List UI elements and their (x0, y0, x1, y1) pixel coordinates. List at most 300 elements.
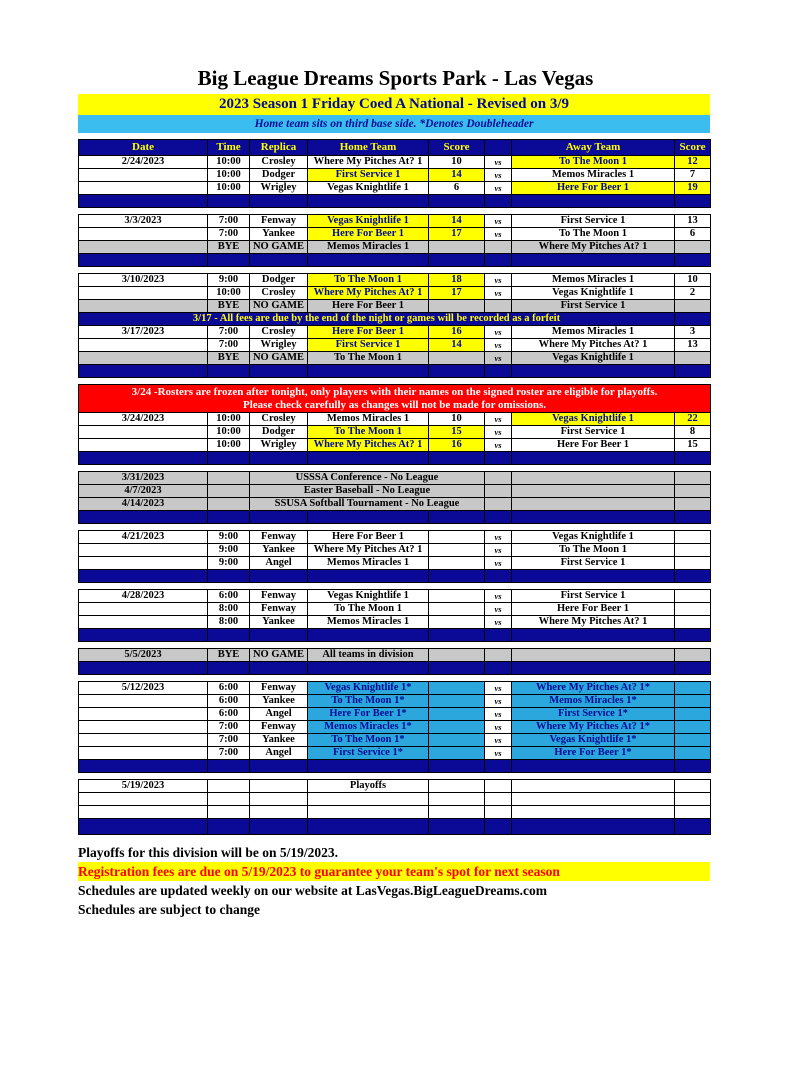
empty-cell (208, 793, 250, 806)
home-team-cell: Here For Beer 1 (308, 326, 429, 339)
separator-cell (512, 819, 675, 835)
separator-cell (308, 254, 429, 267)
replica-cell: Wrigley (250, 182, 308, 195)
away-score-cell: 13 (675, 215, 711, 228)
game-row (79, 682, 711, 695)
vs-cell (485, 472, 512, 485)
vs-cell (485, 300, 512, 313)
info-row (79, 498, 711, 511)
time-cell: 10:00 (208, 287, 250, 300)
date-cell: 3/24/2023 (79, 413, 208, 426)
game-row (79, 326, 711, 339)
time-cell (208, 780, 250, 793)
home-team-cell: Here For Beer 1 (308, 228, 429, 241)
vs-cell: vs (485, 603, 512, 616)
home-team-cell: Vegas Knightlife 1 (308, 182, 429, 195)
time-cell: 7:00 (208, 339, 250, 352)
home-score-cell (429, 590, 485, 603)
info-row (79, 485, 711, 498)
home-team-cell: Vegas Knightlife 1 (308, 215, 429, 228)
away-team-cell: First Service 1 (512, 590, 675, 603)
footer-change-note: Schedules are subject to change (78, 902, 260, 917)
away-team-cell: To The Moon 1 (512, 228, 675, 241)
home-score-cell (429, 616, 485, 629)
table-gap-row (79, 267, 711, 274)
separator-cell (512, 254, 675, 267)
away-team-cell: First Service 1 (512, 426, 675, 439)
time-cell: 6:00 (208, 682, 250, 695)
separator-cell (208, 195, 250, 208)
separator-row (79, 760, 711, 773)
separator-cell (429, 570, 485, 583)
away-team-cell: To The Moon 1 (512, 544, 675, 557)
game-row (79, 287, 711, 300)
vs-cell: vs (485, 695, 512, 708)
separator-cell (429, 254, 485, 267)
away-team-cell: Vegas Knightlife 1 (512, 352, 675, 365)
time-cell: 7:00 (208, 228, 250, 241)
home-team-cell: Memos Miracles 1 (308, 616, 429, 629)
separator-cell (675, 570, 711, 583)
separator-cell (250, 254, 308, 267)
replica-cell: Fenway (250, 721, 308, 734)
away-score-cell: 12 (675, 156, 711, 169)
time-cell: 7:00 (208, 721, 250, 734)
time-cell: 6:00 (208, 695, 250, 708)
separator-cell (429, 662, 485, 675)
replica-cell: Angel (250, 708, 308, 721)
home-team-cell: Memos Miracles 1* (308, 721, 429, 734)
home-team-cell: To The Moon 1 (308, 352, 429, 365)
separator-row (79, 195, 711, 208)
home-score-cell: 15 (429, 426, 485, 439)
away-team-cell: To The Moon 1 (512, 156, 675, 169)
separator-cell (308, 452, 429, 465)
game-row (79, 721, 711, 734)
away-score-cell: 15 (675, 439, 711, 452)
game-row (79, 156, 711, 169)
home-score-cell (429, 531, 485, 544)
home-score-cell: 10 (429, 156, 485, 169)
replica-cell: Yankee (250, 734, 308, 747)
away-score-cell: 7 (675, 169, 711, 182)
empty-cell (485, 793, 512, 806)
date-cell: 5/19/2023 (79, 780, 208, 793)
table-gap-row (79, 208, 711, 215)
vs-cell: vs (485, 156, 512, 169)
separator-cell (675, 760, 711, 773)
separator-cell (250, 511, 308, 524)
separator-cell (250, 570, 308, 583)
col-header-home-team: Home Team (308, 140, 429, 156)
home-score-cell (429, 352, 485, 365)
vs-cell: vs (485, 182, 512, 195)
away-team-cell: Where My Pitches At? 1 (512, 241, 675, 254)
separator-cell (675, 511, 711, 524)
away-score-cell (675, 241, 711, 254)
vs-cell: vs (485, 708, 512, 721)
date-cell: 4/14/2023 (79, 498, 208, 511)
separator-cell (250, 629, 308, 642)
separator-cell (429, 629, 485, 642)
replica-cell: Fenway (250, 603, 308, 616)
empty-row (79, 793, 711, 806)
separator-cell (512, 570, 675, 583)
vs-cell: vs (485, 439, 512, 452)
separator-cell (512, 195, 675, 208)
game-row (79, 439, 711, 452)
home-score-cell: 17 (429, 228, 485, 241)
away-team-cell: Memos Miracles 1* (512, 695, 675, 708)
table-gap-cell (79, 267, 711, 274)
replica-cell: NO GAME (250, 241, 308, 254)
away-team-cell: Memos Miracles 1 (512, 274, 675, 287)
home-team-cell: To The Moon 1 (308, 274, 429, 287)
separator-cell (675, 195, 711, 208)
game-row (79, 426, 711, 439)
home-team-cell: Vegas Knightlife 1* (308, 682, 429, 695)
away-score-cell (675, 485, 711, 498)
date-cell (79, 708, 208, 721)
replica-cell: Dodger (250, 274, 308, 287)
away-team-cell: Where My Pitches At? 1 (512, 339, 675, 352)
col-header-date: Date (79, 140, 208, 156)
vs-cell: vs (485, 557, 512, 570)
separator-cell (208, 629, 250, 642)
replica-cell: Fenway (250, 682, 308, 695)
separator-cell (208, 760, 250, 773)
separator-cell (79, 511, 208, 524)
away-team-cell: Here For Beer 1 (512, 182, 675, 195)
separator-cell (308, 570, 429, 583)
replica-cell: Crosley (250, 156, 308, 169)
date-cell (79, 603, 208, 616)
replica-cell: Angel (250, 557, 308, 570)
schedule-table (78, 139, 711, 835)
separator-cell (675, 452, 711, 465)
time-cell: 10:00 (208, 413, 250, 426)
home-score-cell: 10 (429, 413, 485, 426)
home-score-cell (429, 780, 485, 793)
separator-cell (512, 452, 675, 465)
time-cell: 9:00 (208, 274, 250, 287)
info-text-cell: SSUSA Softball Tournament - No League (250, 498, 485, 511)
empty-cell (485, 806, 512, 819)
time-cell: 10:00 (208, 426, 250, 439)
away-team-cell: First Service 1 (512, 215, 675, 228)
table-gap-cell (79, 208, 711, 215)
away-score-cell: 10 (675, 274, 711, 287)
date-cell: 5/12/2023 (79, 682, 208, 695)
away-team-cell (512, 485, 675, 498)
home-score-cell: 16 (429, 326, 485, 339)
away-team-cell: Memos Miracles 1 (512, 169, 675, 182)
separator-cell (208, 511, 250, 524)
separator-cell (208, 365, 250, 378)
date-cell: 4/21/2023 (79, 531, 208, 544)
home-score-cell (429, 734, 485, 747)
home-score-cell: 16 (429, 439, 485, 452)
date-cell (79, 734, 208, 747)
empty-cell (308, 793, 429, 806)
date-cell: 3/31/2023 (79, 472, 208, 485)
time-cell: 10:00 (208, 169, 250, 182)
away-score-cell (675, 603, 711, 616)
separator-cell (429, 511, 485, 524)
away-score-cell (675, 695, 711, 708)
vs-cell: vs (485, 413, 512, 426)
date-cell (79, 228, 208, 241)
header-row (79, 140, 711, 156)
separator-cell (79, 760, 208, 773)
date-cell (79, 616, 208, 629)
home-team-cell: Here For Beer 1 (308, 300, 429, 313)
separator-cell (79, 452, 208, 465)
separator-row (79, 254, 711, 267)
vs-cell: vs (485, 215, 512, 228)
schedule-page (0, 66, 791, 1090)
replica-cell: Crosley (250, 413, 308, 426)
vs-cell (485, 241, 512, 254)
vs-cell: vs (485, 734, 512, 747)
time-cell: BYE (208, 300, 250, 313)
table-gap-cell (79, 378, 711, 385)
home-score-cell (429, 603, 485, 616)
away-score-cell: 8 (675, 426, 711, 439)
separator-cell (208, 570, 250, 583)
away-team-cell: Vegas Knightlife 1 (512, 531, 675, 544)
bye-row (79, 352, 711, 365)
date-cell: 3/17/2023 (79, 326, 208, 339)
red-notice-line: Please check carefully as changes will not be made for omissions. (243, 398, 546, 411)
separator-cell (208, 254, 250, 267)
vs-cell: vs (485, 228, 512, 241)
separator-cell (512, 629, 675, 642)
separator-cell (208, 662, 250, 675)
away-score-cell (675, 780, 711, 793)
away-score-cell (675, 300, 711, 313)
replica-cell: Wrigley (250, 339, 308, 352)
time-cell (208, 485, 250, 498)
empty-cell (208, 806, 250, 819)
date-cell (79, 182, 208, 195)
date-cell: 2/24/2023 (79, 156, 208, 169)
table-gap-cell (79, 465, 711, 472)
separator-cell (485, 819, 512, 835)
notice-row (79, 313, 711, 326)
home-team-cell: Where My Pitches At? 1 (308, 439, 429, 452)
away-team-cell: Here For Beer 1* (512, 747, 675, 760)
away-score-cell (675, 472, 711, 485)
away-team-cell: Here For Beer 1 (512, 439, 675, 452)
separator-cell (79, 629, 208, 642)
date-cell: 5/5/2023 (79, 649, 208, 662)
footer (78, 843, 710, 919)
empty-cell (429, 806, 485, 819)
separator-cell (429, 452, 485, 465)
date-cell: 4/28/2023 (79, 590, 208, 603)
separator-cell (208, 819, 250, 835)
info-row (79, 472, 711, 485)
game-row (79, 413, 711, 426)
empty-cell (79, 793, 208, 806)
home-score-cell (429, 300, 485, 313)
away-score-cell (675, 708, 711, 721)
home-team-cell: Memos Miracles 1 (308, 557, 429, 570)
date-cell (79, 747, 208, 760)
replica-cell: Yankee (250, 544, 308, 557)
vs-cell: vs (485, 544, 512, 557)
away-team-cell: Memos Miracles 1 (512, 326, 675, 339)
separator-cell (308, 629, 429, 642)
away-team-cell (512, 472, 675, 485)
date-cell: 4/7/2023 (79, 485, 208, 498)
away-score-cell (675, 557, 711, 570)
separator-cell (79, 195, 208, 208)
home-score-cell (429, 241, 485, 254)
replica-cell: Fenway (250, 590, 308, 603)
home-team-cell: To The Moon 1* (308, 695, 429, 708)
time-cell: BYE (208, 649, 250, 662)
game-row (79, 544, 711, 557)
home-team-cell: All teams in division (308, 649, 429, 662)
replica-cell: Wrigley (250, 439, 308, 452)
info-text-cell: USSSA Conference - No League (250, 472, 485, 485)
away-score-cell: 22 (675, 413, 711, 426)
time-cell: 10:00 (208, 182, 250, 195)
table-gap-row (79, 465, 711, 472)
empty-cell (250, 793, 308, 806)
home-score-cell (429, 682, 485, 695)
replica-cell: Angel (250, 747, 308, 760)
home-team-cell: To The Moon 1 (308, 603, 429, 616)
game-row (79, 695, 711, 708)
home-team-cell: Where My Pitches At? 1 (308, 156, 429, 169)
away-team-cell: First Service 1 (512, 557, 675, 570)
footer-playoffs-note: Playoffs for this division will be on 5/19/2023. (78, 845, 339, 860)
replica-cell: Crosley (250, 287, 308, 300)
col-header-home-score: Score (429, 140, 485, 156)
separator-row (79, 662, 711, 675)
empty-cell (675, 806, 711, 819)
separator-row (79, 452, 711, 465)
date-cell: 3/3/2023 (79, 215, 208, 228)
home-score-cell: 17 (429, 287, 485, 300)
date-cell (79, 287, 208, 300)
separator-cell (429, 365, 485, 378)
vs-cell (485, 649, 512, 662)
vs-cell (485, 498, 512, 511)
away-team-cell: Vegas Knightlife 1 (512, 413, 675, 426)
replica-cell: NO GAME (250, 352, 308, 365)
away-team-cell: Vegas Knightlife 1* (512, 734, 675, 747)
home-score-cell: 6 (429, 182, 485, 195)
separator-row (79, 819, 711, 835)
game-row (79, 339, 711, 352)
game-row (79, 182, 711, 195)
home-score-cell (429, 544, 485, 557)
game-row (79, 747, 711, 760)
vs-cell (485, 485, 512, 498)
replica-cell: Yankee (250, 616, 308, 629)
away-score-cell (675, 734, 711, 747)
playoffs-row (79, 780, 711, 793)
table-gap-row (79, 378, 711, 385)
home-team-cell: Memos Miracles 1 (308, 413, 429, 426)
page-title: Big League Dreams Sports Park - Las Vegas (197, 66, 594, 90)
game-row (79, 734, 711, 747)
separator-cell (79, 819, 208, 835)
replica-cell: Fenway (250, 531, 308, 544)
separator-row (79, 570, 711, 583)
vs-cell (485, 780, 512, 793)
time-cell: 7:00 (208, 747, 250, 760)
separator-cell (208, 452, 250, 465)
separator-cell (485, 629, 512, 642)
col-header-time: Time (208, 140, 250, 156)
replica-cell (250, 780, 308, 793)
home-team-cell: First Service 1 (308, 169, 429, 182)
vs-cell: vs (485, 339, 512, 352)
game-row (79, 557, 711, 570)
away-score-cell: 6 (675, 228, 711, 241)
away-team-cell (512, 780, 675, 793)
bye-row (79, 300, 711, 313)
game-row (79, 169, 711, 182)
home-team-cell: Where My Pitches At? 1 (308, 544, 429, 557)
time-cell: 6:00 (208, 708, 250, 721)
time-cell: 9:00 (208, 544, 250, 557)
time-cell: 6:00 (208, 590, 250, 603)
home-score-cell (429, 747, 485, 760)
time-cell: 9:00 (208, 531, 250, 544)
table-gap-row (79, 524, 711, 531)
home-team-cell: To The Moon 1 (308, 426, 429, 439)
separator-cell (675, 819, 711, 835)
game-row (79, 215, 711, 228)
home-team-cell: Here For Beer 1* (308, 708, 429, 721)
date-cell (79, 339, 208, 352)
replica-cell: Yankee (250, 228, 308, 241)
away-score-cell (675, 747, 711, 760)
separator-cell (429, 760, 485, 773)
home-team-cell: Here For Beer 1 (308, 531, 429, 544)
home-team-cell: First Service 1 (308, 339, 429, 352)
game-row (79, 708, 711, 721)
date-cell (79, 721, 208, 734)
separator-cell (485, 570, 512, 583)
separator-cell (485, 511, 512, 524)
away-score-cell (675, 616, 711, 629)
table-gap-cell (79, 642, 711, 649)
separator-cell (675, 254, 711, 267)
time-cell: 8:00 (208, 616, 250, 629)
red-notice-row (79, 385, 711, 413)
away-score-cell (675, 682, 711, 695)
game-row (79, 603, 711, 616)
home-team-cell: To The Moon 1* (308, 734, 429, 747)
away-score-cell (675, 531, 711, 544)
empty-cell (308, 806, 429, 819)
note-banner: Home team sits on third base side. *Denotes Doubleheader (78, 115, 710, 133)
table-gap-row (79, 675, 711, 682)
away-score-cell: 19 (675, 182, 711, 195)
separator-cell (675, 629, 711, 642)
empty-cell (79, 806, 208, 819)
game-row (79, 228, 711, 241)
empty-cell (675, 793, 711, 806)
separator-cell (512, 760, 675, 773)
